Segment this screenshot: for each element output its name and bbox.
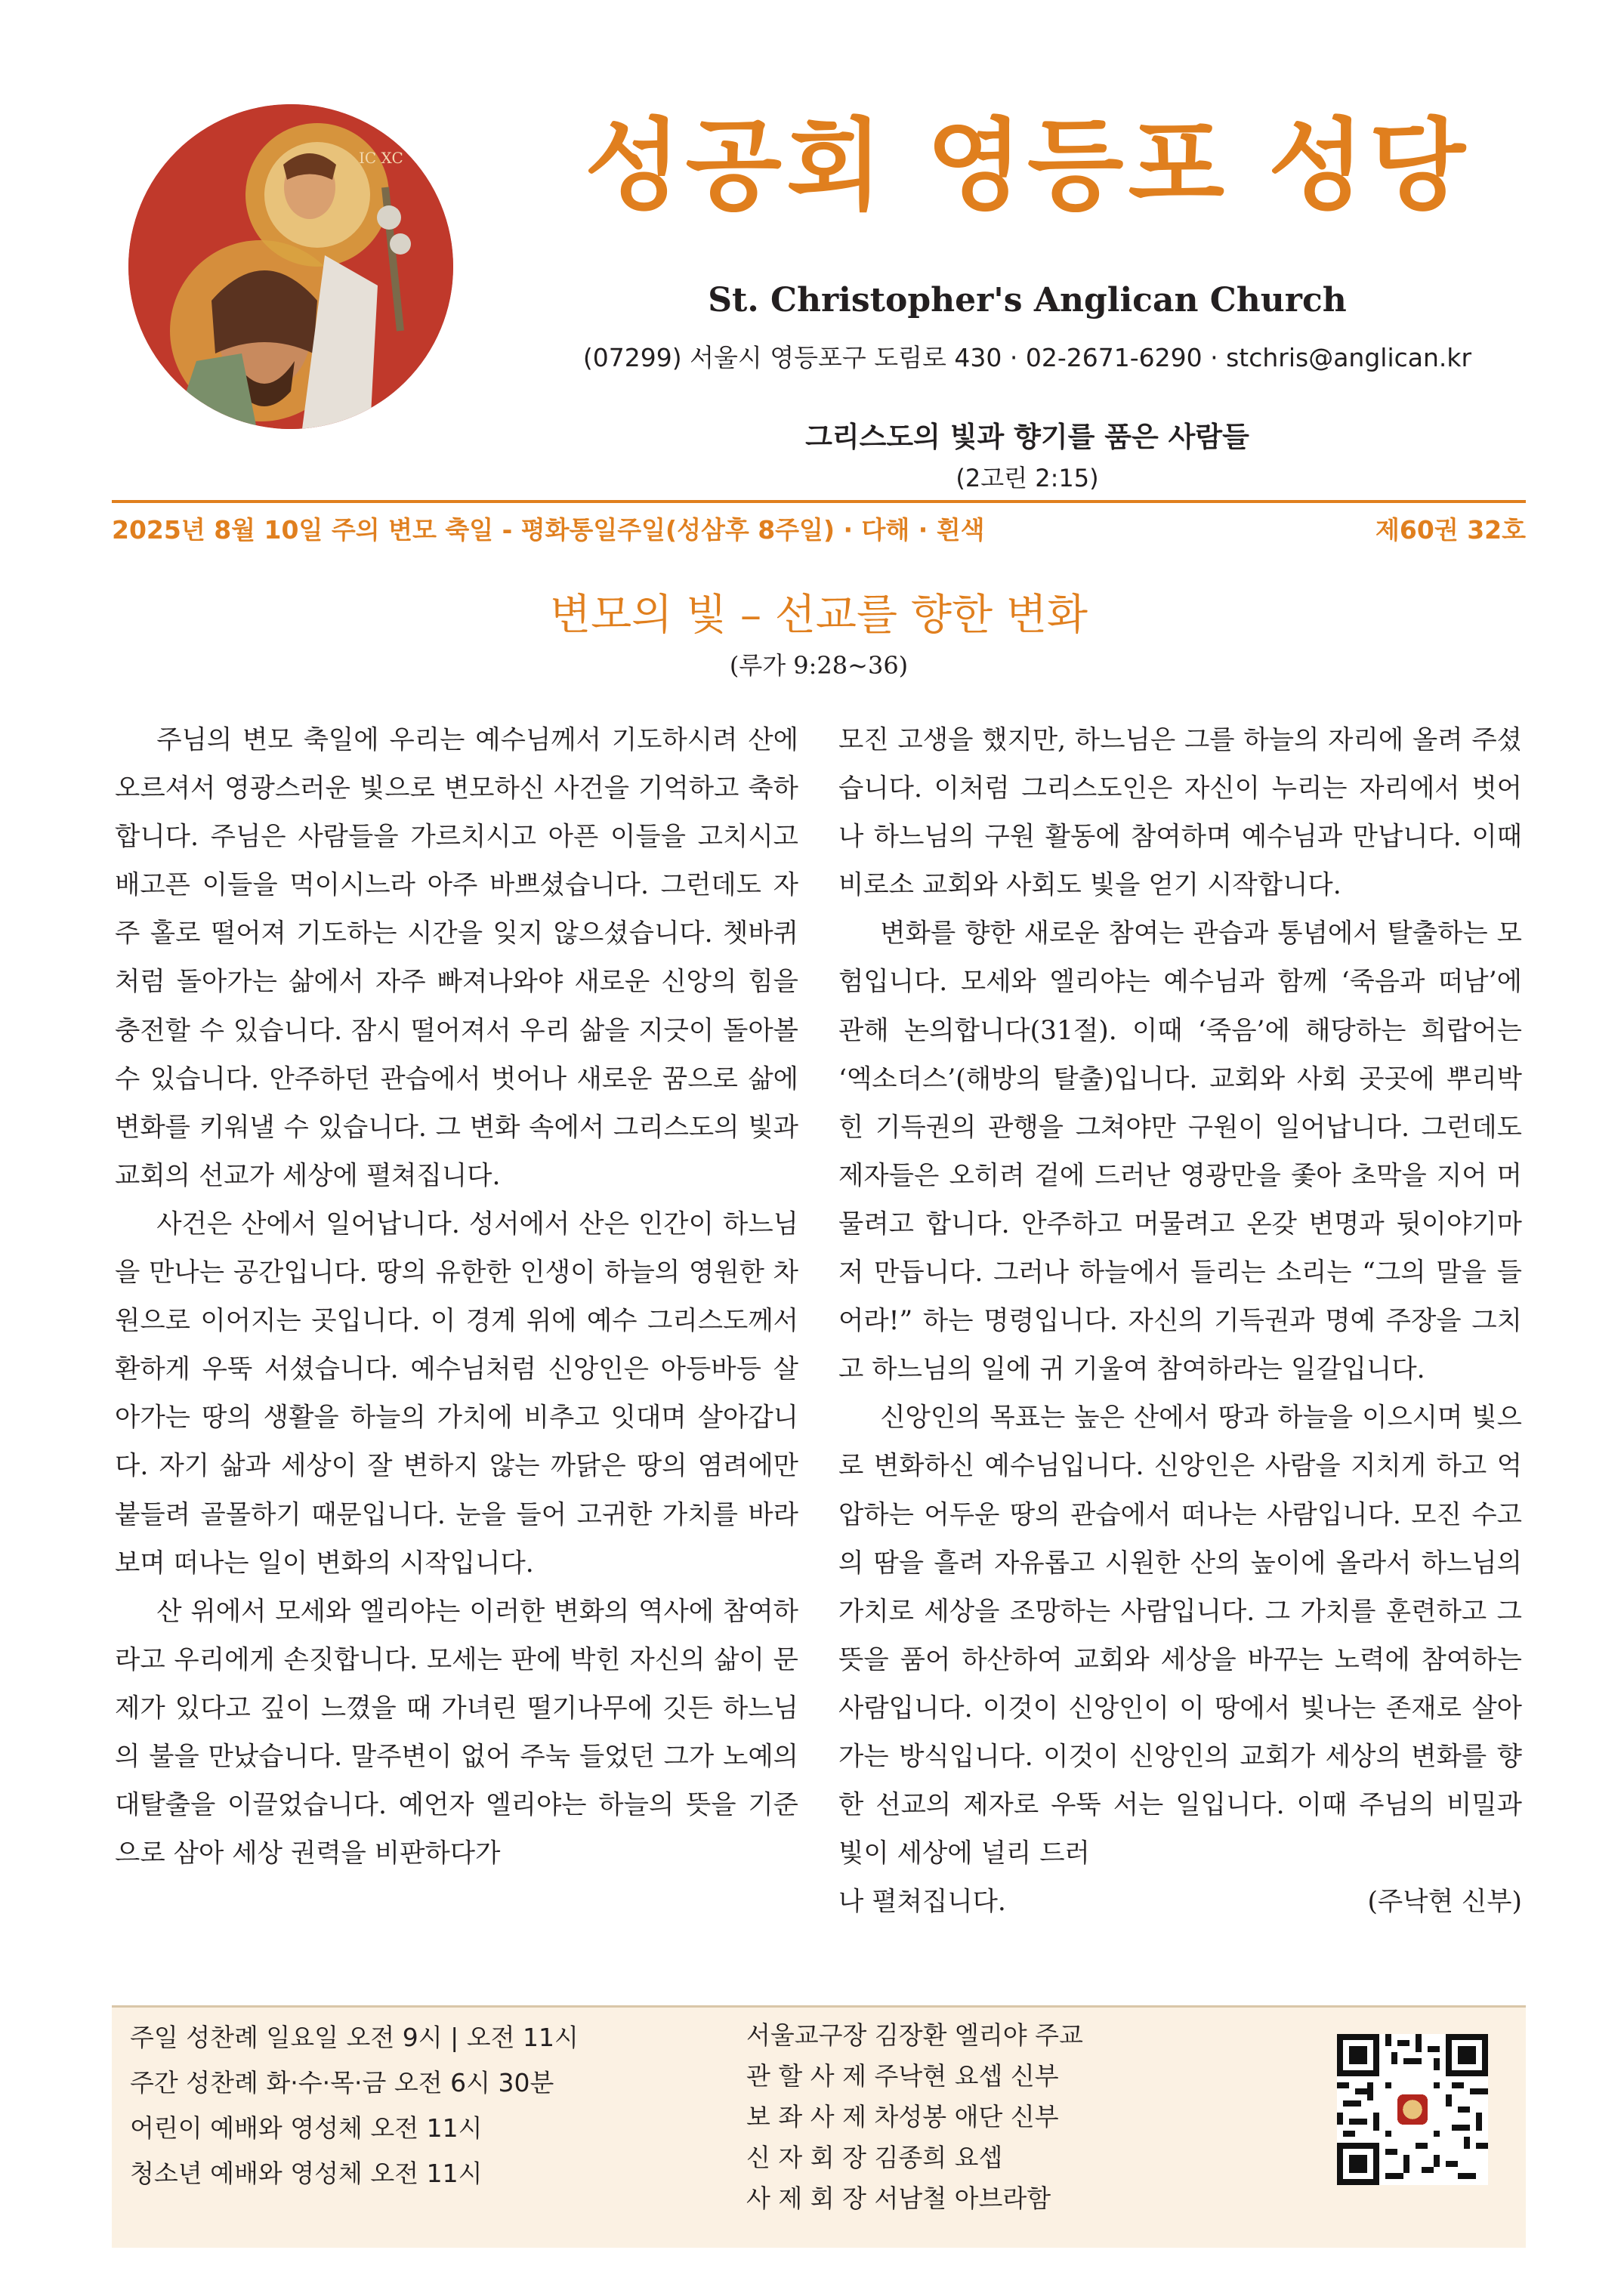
church-logo-icon [128, 104, 453, 429]
article-column-left [115, 716, 798, 1878]
liturgical-date: 2025년 8월 10일 주의 변모 축일 - 평화통일주일(성삼후 8주일) · 다해 · 흰색 [112, 515, 985, 545]
issue-number: 제60권 32호 [1375, 515, 1526, 545]
church-english-name: St. Christopher's Anglican Church [708, 281, 1347, 319]
contact-address: (07299) 서울시 영등포구 도림로 430 · 02-2671-6290 · stchris@anglican.kr [582, 343, 1472, 372]
service-item: 주간 성찬례 화·수·목·금 오전 6시 30분 [130, 2068, 554, 2097]
qr-code-icon[interactable] [1337, 2034, 1488, 2185]
article-author: (주낙현 신부) [1367, 1887, 1522, 1918]
article-paragraph: 모진 고생을 했지만, 하느님은 그를 하늘의 자리에 올려 주셨습니다. 이처럼 그리스도인은 자신이 누리는 자리에서 벗어나 하느님의 구원 활동에 참여하며 예수님과 만납니다. 이때 비로소 교회와 사회도 빛을 얻기 시작합니다. [838, 725, 1522, 901]
article-paragraph: 사건은 산에서 일어납니다. 성서에서 산은 인간이 하느님을 만나는 공간입니다. 땅의 유한한 인생이 하늘의 영원한 차원으로 이어지는 곳입니다. 이 경계 위에 예수 그리스도께서 환하게 우뚝 서셨습니다. 예수님처럼 신앙인은 아등바등 살아가는 땅의 생활을 하늘의 가치에 비추고 잇대며 살아갑니다. 자기 삶과 세상이 잘 변하지 않는 까닭은 땅의 염려에만 붙들려 골몰하기 때문입니다. 눈을 들어 고귀한 가치를 바라보며 떠나는 일이 변화의 시작입니다. [115, 1208, 798, 1579]
article-last-line: 나 펼쳐집니다. [838, 1887, 1006, 1918]
service-item: 어린이 예배와 영성체 오전 11시 [130, 2113, 483, 2143]
article-paragraph: 주님의 변모 축일에 우리는 예수님께서 기도하시려 산에 오르셔서 영광스러운 빛으로 변모하신 사건을 기억하고 축하합니다. 주님은 사람들을 가르치시고 아픈 이들을 고치시고 배고픈 이들을 먹이시느라 아주 바쁘셨습니다. 그런데도 자주 홀로 떨어져 기도하는 시간을 잊지 않으셨습니다. 쳇바퀴처럼 돌아가는 삶에서 자주 빠져나와야 새로운 신앙의 힘을 충전할 수 있습니다. 잠시 떨어져서 우리 삶을 지긋이 돌아볼 수 있습니다. 안주하던 관습에서 벗어나 새로운 꿈으로 삶에 변화를 키워낼 수 있습니다. 그 변화 속에서 그리스도의 빛과 교회의 선교가 세상에 펼쳐집니다. [115, 725, 798, 1191]
article-paragraph: 산 위에서 모세와 엘리야는 이러한 변화의 역사에 참여하라고 우리에게 손짓합니다. 모세는 판에 박힌 자신의 삶이 문제가 있다고 깊이 느꼈을 때 가녀린 떨기나무에 깃든 하느님의 불을 만났습니다. 말주변이 없어 주눅 들었던 그가 노예의 대탈출을 이끌었습니다. 예언자 엘리야는 하늘의 뜻을 기준으로 삼아 세상 권력을 비판하다가 [115, 1596, 798, 1869]
clergy-item: 사 제 회 장 서남철 아브라함 [746, 2184, 1051, 2213]
article-paragraph: 변화를 향한 새로운 참여는 관습과 통념에서 탈출하는 모험입니다. 모세와 엘리야는 예수님과 함께 ‘죽음과 떠남’에 관해 논의합니다(31절). 이때 ‘죽음’에 해당하는 희랍어는 ‘엑소더스’(해방의 탈출)입니다. 교회와 사회 곳곳에 뿌리박힌 기득권의 관행을 그쳐야만 구원이 일어납니다. 그런데도 제자들은 오히려 겉에 드러난 영광만을 좇아 초막을 지어 머물려고 합니다. 안주하고 머물려고 온갖 변명과 뒷이야기마저 만듭니다. 그러나 하늘에서 들리는 소리는 “그의 말을 들어라!” 하는 명령입니다. 자신의 기득권과 명예 주장을 그치고 하느님의 일에 귀 기울여 참여하라는 일갈입니다. [838, 918, 1522, 1385]
service-item: 주일 성찬례 일요일 오전 9시 | 오전 11시 [130, 2023, 579, 2052]
clergy-list [746, 2015, 1083, 2219]
clergy-item: 보 좌 사 제 차성봉 애단 신부 [746, 2102, 1059, 2131]
service-item: 청소년 예배와 영성체 오전 11시 [130, 2159, 483, 2188]
article-paragraph: 신앙인의 목표는 높은 산에서 땅과 하늘을 이으시며 빛으로 변화하신 예수님입니다. 신앙인은 사람을 지치게 하고 억압하는 어두운 땅의 관습에서 떠나는 사람입니다. 모진 수고의 땀을 흘려 자유롭고 시원한 산의 높이에 올라서 하느님의 가치로 세상을 조망하는 사람입니다. 그 가치를 훈련하고 그 뜻을 품어 하산하여 교회와 세상을 바꾸는 노력에 참여하는 사람입니다. 이것이 신앙인이 이 땅에서 빛나는 존재로 살아가는 방식입니다. 이것이 신앙인의 교회가 세상의 변화를 향한 선교의 제자로 우뚝 서는 일입니다. 이때 주님의 비밀과 빛이 세상에 널리 드러 [838, 1403, 1522, 1869]
clergy-item: 관 할 사 제 주낙현 요셉 신부 [746, 2061, 1059, 2091]
motto: 그리스도의 빛과 향기를 품은 사람들 [805, 421, 1249, 453]
service-schedule [130, 2015, 579, 2196]
church-title: 성공회 영등포 성당 [584, 108, 1470, 224]
clergy-item: 신 자 회 장 김종희 요셉 [746, 2143, 1003, 2172]
article-column-right [838, 716, 1522, 1926]
article-title: 변모의 빛 – 선교를 향한 변화 [549, 591, 1088, 640]
clergy-item: 서울교구장 김장환 엘리야 주교 [746, 2020, 1083, 2050]
svg-text:IC XC: IC XC [359, 149, 403, 167]
motto-reference: (2고린 2:15) [956, 464, 1099, 492]
article-closing-line [838, 1878, 1522, 1926]
header-divider [112, 500, 1526, 503]
scripture-reference: (루가 9:28~36) [729, 651, 909, 680]
